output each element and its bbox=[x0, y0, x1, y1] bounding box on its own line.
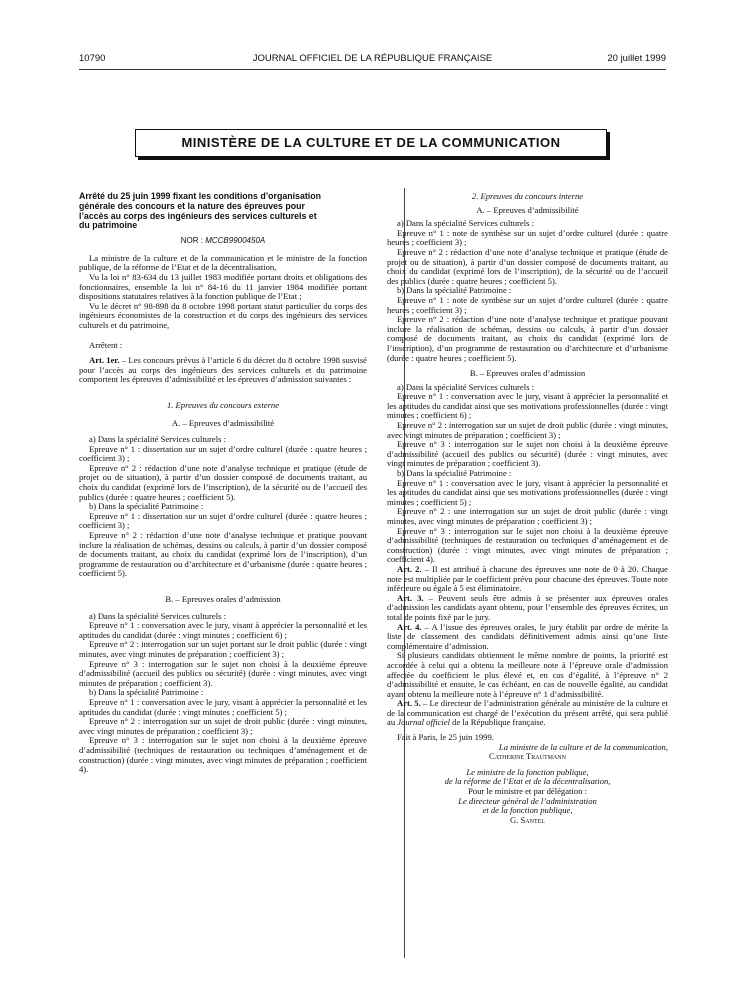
epreuve: Epreuve n° 2 : interrogation sur un sujet de droit public (durée : vingt minutes, avec vingt minutes de préparation ; coefficient 3) ; bbox=[79, 716, 367, 736]
spec-services: a) Dans la spécialité Services culturels : bbox=[89, 434, 226, 445]
spec-services: a) Dans la spécialité Services culturels : bbox=[397, 381, 534, 392]
spec-services: a) Dans la spécialité Services culturels : bbox=[89, 610, 226, 621]
decree-title: Arrêté du 25 juin 1999 fixant les conditions d’organisation générale des concours et la nature des épreuves pour l’accès au corps des ingénieurs des services culturels et du patrimoine bbox=[79, 191, 321, 231]
epreuve: Epreuve n° 1 : conversation avec le jury, visant à apprécier la personnalité et les aptitudes du candidat (durée : vingt minutes ; coefficient 5) ; bbox=[79, 696, 367, 717]
ministry-box bbox=[135, 129, 607, 157]
epreuve: Epreuve n° 2 : rédaction d’une note d’analyse technique et pratique pouvant inclure la réalisation de schémas, dessins ou calculs, à partir d’un dossier composé de documents traitant, au choix du candidat (exprimé lors de l’inscription), d’un programme de restauration ou d’architecture et d’urbanisme (durée : quatre heures ; coefficient 5). bbox=[387, 314, 668, 363]
publication-date: 20 juillet 1999 bbox=[607, 53, 666, 64]
spec-patrimoine: b) Dans la spécialité Patrimoine : bbox=[89, 687, 204, 698]
signatory-2-delegation: Pour le ministre et par délégation : bbox=[468, 786, 587, 797]
article-4: Art. 4. – A l’issue des épreuves orales, le jury établit par ordre de mérite la liste de classement des candidats définitivement admis ainsi qu’une liste complémentaire d’admission. bbox=[387, 621, 669, 651]
epreuve: Epreuve n° 3 : interrogation sur le sujet non choisi à la deuxième épreuve d’admissibilité (techniques de restauration ou techniques d’aménagement et de construction) (durée : vingt minutes, avec vingt minutes de préparation ; coefficient 4). bbox=[387, 525, 668, 565]
article-5: Art. 5. – Le directeur de l’administration générale au ministère de la culture et de la communication est chargé de l’exécution du présent arrêté, qui sera publié au Journal officiel de la République française. bbox=[387, 698, 669, 728]
section-b-heading: B. – Epreuves orales d’admission bbox=[469, 368, 586, 379]
left-column bbox=[79, 192, 367, 775]
signatory-2-title: et de la fonction publique, bbox=[482, 805, 573, 816]
section-a-heading: A. – Epreuves d’admissibilité bbox=[171, 417, 275, 428]
epreuve: Epreuve n° 2 : interrogation sur un sujet portant sur le droit public (durée : vingt minutes, avec vingt minutes de préparation ; coefficient 3) ; bbox=[79, 639, 367, 659]
section-b-heading: B. – Epreuves orales d’admission bbox=[165, 594, 281, 604]
epreuve: Epreuve n° 2 : interrogation sur un sujet de droit public (durée : vingt minutes, avec vingt minutes de préparation ; coefficient 3) ; bbox=[387, 420, 668, 440]
preamble-vu-loi: Vu la loi n° 83-634 du 13 juillet 1983 modifiée portant droits et obligations des fonctionnaires, ensemble la loi n° 84-16 du 11 janvier 1984 modifiée portant dispositions statutaires relatives à la fonction publique de l’Etat ; bbox=[79, 271, 367, 302]
spec-patrimoine: b) Dans la spécialité Patrimoine : bbox=[89, 501, 204, 512]
epreuve: Epreuve n° 2 : rédaction d’une note d’analyse technique et pratique pouvant inclure la réalisation de schémas, dessins ou calculs, à partir d’un dossier composé de documents traitant, au choix du candidat (exprimé lors de l’inscription), d’un programme de restauration ou d’architecture et d’urbanisme (durée : quatre heures ; coefficient 5). bbox=[79, 530, 368, 579]
ministry-title: MINISTÈRE DE LA CULTURE ET DE LA COMMUNICATION bbox=[181, 135, 561, 150]
article-2: Art. 2. – Il est attribué à chacune des épreuves une note de 0 à 20. Chaque note est multipliée par le coefficient prévu pour chacune des épreuves. Toute note inférieure ou égale à 5 est éliminatoire. bbox=[387, 563, 668, 594]
epreuve: Epreuve n° 1 : note de synthèse sur un sujet d’ordre culturel (durée : quatre heures ; coefficient 3) ; bbox=[387, 294, 668, 315]
preamble-vu-decret: Vu le décret n° 98-898 du 8 octobre 1998 portant statut particulier du corps des ingénieurs économistes de la construction et du corps des ingénieurs des services culturels et du patrimoine, bbox=[79, 300, 367, 330]
header-rule bbox=[79, 69, 666, 70]
epreuve: Epreuve n° 2 : une interrogation sur un sujet de droit public (durée : vingt minutes, avec vingt minutes de préparation ; coefficient 3) ; bbox=[387, 506, 668, 526]
epreuve: Epreuve n° 1 : note de synthèse sur un sujet d’ordre culturel (durée : quatre heures ; coefficient 3) ; bbox=[387, 227, 668, 248]
right-column bbox=[387, 192, 668, 825]
signatory-2-title: de la réforme de l’Etat et de la décentralisation, bbox=[444, 776, 611, 787]
section-a-heading: A. – Epreuves d’admissibilité bbox=[476, 204, 579, 215]
spec-services: a) Dans la spécialité Services culturels : bbox=[397, 218, 534, 229]
signatory-2-title: Le directeur général de l’administration bbox=[458, 795, 597, 806]
epreuve: Epreuve n° 1 : dissertation sur un sujet d’ordre culturel (durée : quatre heures ; coefficient 3) ; bbox=[79, 443, 367, 464]
nor-reference: NOR : MCCB9900450A bbox=[180, 236, 266, 246]
section-2-heading: 2. Epreuves du concours interne bbox=[471, 191, 584, 201]
page-number: 10790 bbox=[79, 53, 106, 64]
epreuve: Epreuve n° 2 : rédaction d’une note d’analyse technique et pratique (étude de projet ou de situation), à partir d’un dossier composé de documents traitant, au choix du candidat (exprimé lors de l’inscription), de la sécurité ou de l’accueil des publics (durée : quatre heures ; coefficient 5). bbox=[387, 246, 668, 286]
spec-patrimoine: b) Dans la spécialité Patrimoine : bbox=[397, 468, 512, 479]
signatory-1-title: La ministre de la culture et de la communication, bbox=[498, 741, 668, 752]
epreuve: Epreuve n° 3 : interrogation sur le sujet non choisi à la deuxième épreuve d’admissibilité (accueil des publics ou sécurité) (durée : vingt minutes, avec vingt minutes de préparation ; coefficient 3). bbox=[79, 658, 367, 688]
preamble-ministers: La ministre de la culture et de la communication et le ministre de la fonction publique, de la réforme de l’Etat et de la décentralisation, bbox=[79, 252, 367, 273]
epreuve: Epreuve n° 1 : conversation avec le jury, visant à apprécier la personnalité et les aptitudes du candidat ainsi que ses motivations professionnelles (durée : vingt minutes ; coefficient 5) ; bbox=[387, 477, 668, 507]
epreuve: Epreuve n° 3 : interrogation sur le sujet non choisi à la deuxième épreuve d’admissibilité (accueil des publics ou sécurité) (durée : vingt minutes, avec vingt minutes de préparation ; coefficient 3). bbox=[387, 439, 668, 469]
epreuve: Epreuve n° 3 : interrogation sur le sujet non choisi à la deuxième épreuve d’admissibilité (techniques de restauration ou techniques d’aménagement et de construction) (durée : vingt minutes, avec vingt minutes de préparation ; coefficient 4). bbox=[79, 735, 367, 775]
section-1-heading: 1. Epreuves du concours externe bbox=[166, 399, 280, 410]
journal-title: JOURNAL OFFICIEL DE LA RÉPUBLIQUE FRANÇAISE bbox=[252, 53, 493, 64]
signatory-1-name: Catherine Trautmann bbox=[489, 751, 566, 762]
epreuve: Epreuve n° 1 : dissertation sur un sujet d’ordre culturel (durée : quatre heures ; coefficient 3) ; bbox=[79, 510, 367, 531]
signatory-2-name: G. Santel bbox=[510, 814, 545, 825]
epreuve: Epreuve n° 1 : conversation avec le jury, visant à apprécier la personnalité et les aptitudes du candidat ainsi que ses motivations professionnelles (durée : vingt minutes ; coefficient 6) ; bbox=[387, 391, 668, 421]
fait-a-paris: Fait à Paris, le 25 juin 1999. bbox=[397, 732, 494, 743]
article-3: Art. 3. – Peuvent seuls être admis à se présenter aux épreuves orales d’admission les candidats ayant obtenu, pour l’ensemble des épreuves écrites, un total de points fixé par le jury. bbox=[387, 592, 668, 622]
epreuve: Epreuve n° 1 : conversation avec le jury, visant à apprécier la personnalité et les aptitudes du candidat (durée : vingt minutes ; coefficient 6) ; bbox=[79, 620, 367, 640]
article-4-tiebreak: Si plusieurs candidats obtiennent le même nombre de points, la priorité est accordée à celui qui a obtenu la meilleure note à l’épreuve orale d’admission affectée du coefficient le plus élevé et, en cas d’égalité, à l’épreuve n° 2 d’admissibilité et ensuite, le cas échéant, en cas de nouvelle égalité, au candidat ayant obtenu la meilleure note à l’épreuve n° 1 d’admissibilité. bbox=[387, 650, 668, 699]
epreuve: Epreuve n° 2 : rédaction d’une note d’analyse technique et pratique (étude de projet ou de situation), à partir d’un dossier composé de documents traitant, au choix du candidat (exprimé lors de l’inscription), de la sécurité ou de l’accueil des publics (durée : quatre heures ; coefficient 5). bbox=[79, 462, 367, 502]
spec-patrimoine: b) Dans la spécialité Patrimoine : bbox=[397, 285, 512, 296]
article-1: Art. 1er. – Les concours prévus à l’article 6 du décret du 8 octobre 1998 susvisé pour l’accès au corps des ingénieurs des services culturels et du patrimoine comportent les épreuves d’admissibilité et les épreuves d’admission suivantes : bbox=[79, 355, 368, 385]
arretent: Arrêtent : bbox=[89, 339, 123, 350]
signatory-2-title: Le ministre de la fonction publique, bbox=[466, 766, 589, 777]
